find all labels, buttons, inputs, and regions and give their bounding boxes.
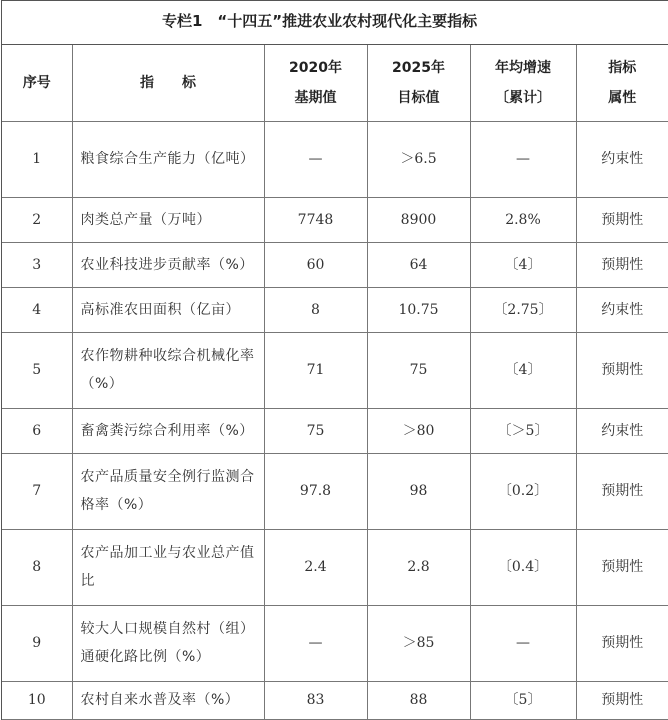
table-row (2, 681, 668, 719)
col-header-base-line1: 2020年 (289, 59, 342, 76)
cell-growth: 〔4〕 (470, 242, 576, 287)
cell-attr: 约束性 (576, 121, 668, 197)
cell-seq: 6 (2, 408, 72, 453)
col-header-attr (576, 45, 668, 121)
col-header-growth-line1: 年均增速 (495, 59, 551, 76)
cell-target: 10.75 (367, 287, 470, 332)
cell-target: ＞6.5 (367, 121, 470, 197)
cell-target: ＞85 (367, 605, 470, 681)
col-header-target (367, 45, 470, 121)
col-header-target-line2: 目标值 (397, 89, 440, 106)
cell-attr: 预期性 (576, 529, 668, 605)
cell-seq: 10 (2, 681, 72, 719)
cell-attr: 预期性 (576, 453, 668, 529)
table-row (2, 242, 668, 287)
cell-seq: 9 (2, 605, 72, 681)
cell-indicator: 农业科技进步贡献率（%） (72, 242, 264, 287)
table-row (2, 287, 668, 332)
cell-base: 60 (264, 242, 367, 287)
table-row (2, 197, 668, 242)
table-row (2, 453, 668, 529)
cell-indicator: 农作物耕种收综合机械化率（%） (72, 332, 264, 408)
cell-indicator: 较大人口规模自然村（组）通硬化路比例（%） (72, 605, 264, 681)
table-row (2, 121, 668, 197)
cell-indicator: 粮食综合生产能力（亿吨） (72, 121, 264, 197)
cell-seq: 8 (2, 529, 72, 605)
cell-seq: 3 (2, 242, 72, 287)
col-header-attr-line2: 属性 (608, 89, 637, 106)
cell-indicator: 农产品加工业与农业总产值比 (72, 529, 264, 605)
cell-base: 2.4 (264, 529, 367, 605)
table-row (2, 605, 668, 681)
col-header-seq: 序号 (2, 45, 72, 121)
cell-growth: 〔0.2〕 (470, 453, 576, 529)
cell-target: 2.8 (367, 529, 470, 605)
cell-target: 75 (367, 332, 470, 408)
table-header-row (2, 45, 668, 121)
col-header-indicator: 指 标 (72, 45, 264, 121)
cell-growth: 〔4〕 (470, 332, 576, 408)
cell-target: 88 (367, 681, 470, 719)
cell-target: 8900 (367, 197, 470, 242)
col-header-attr-line1: 指标 (608, 59, 637, 76)
col-header-base-line2: 基期值 (294, 89, 337, 106)
cell-growth: 2.8% (470, 197, 576, 242)
col-header-target-line1: 2025年 (392, 59, 445, 76)
cell-seq: 5 (2, 332, 72, 408)
cell-base: — (264, 121, 367, 197)
cell-indicator: 农产品质量安全例行监测合格率（%） (72, 453, 264, 529)
table-row (2, 529, 668, 605)
cell-growth: 〔＞5〕 (470, 408, 576, 453)
cell-seq: 4 (2, 287, 72, 332)
cell-growth: 〔0.4〕 (470, 529, 576, 605)
cell-attr: 约束性 (576, 287, 668, 332)
cell-seq: 1 (2, 121, 72, 197)
table-caption: 专栏1 “十四五”推进农业农村现代化主要指标 (2, 1, 668, 45)
cell-base: 83 (264, 681, 367, 719)
cell-base: 97.8 (264, 453, 367, 529)
cell-attr: 预期性 (576, 681, 668, 719)
col-header-growth (470, 45, 576, 121)
cell-attr: 约束性 (576, 408, 668, 453)
cell-target: ＞80 (367, 408, 470, 453)
table-row (2, 408, 668, 453)
indicator-table (2, 45, 668, 720)
cell-growth: — (470, 605, 576, 681)
cell-target: 98 (367, 453, 470, 529)
cell-attr: 预期性 (576, 197, 668, 242)
cell-base: 7748 (264, 197, 367, 242)
cell-indicator: 畜禽粪污综合利用率（%） (72, 408, 264, 453)
cell-base: 71 (264, 332, 367, 408)
table-row (2, 332, 668, 408)
cell-indicator: 肉类总产量（万吨） (72, 197, 264, 242)
col-header-growth-line2: 〔累计〕 (495, 89, 551, 106)
cell-base: — (264, 605, 367, 681)
indicator-table-panel (1, 0, 668, 720)
cell-growth: 〔5〕 (470, 681, 576, 719)
cell-base: 8 (264, 287, 367, 332)
cell-seq: 2 (2, 197, 72, 242)
col-header-base (264, 45, 367, 121)
cell-seq: 7 (2, 453, 72, 529)
cell-indicator: 高标准农田面积（亿亩） (72, 287, 264, 332)
cell-attr: 预期性 (576, 332, 668, 408)
cell-indicator: 农村自来水普及率（%） (72, 681, 264, 719)
cell-attr: 预期性 (576, 242, 668, 287)
cell-attr: 预期性 (576, 605, 668, 681)
cell-growth: — (470, 121, 576, 197)
cell-target: 64 (367, 242, 470, 287)
cell-growth: 〔2.75〕 (470, 287, 576, 332)
cell-base: 75 (264, 408, 367, 453)
